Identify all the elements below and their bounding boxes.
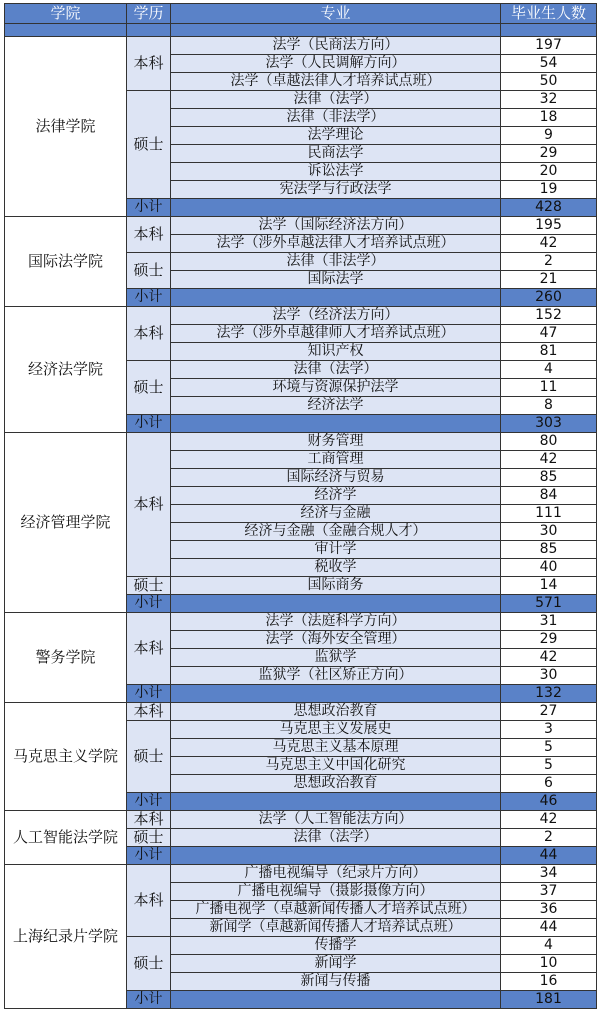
header-spacer-cell — [127, 24, 171, 37]
graduate-count: 21 — [501, 271, 597, 289]
major-name: 法学（国际经济法方向） — [171, 217, 501, 235]
major-name: 宪法学与行政法学 — [171, 181, 501, 199]
subtotal-empty-cell — [171, 595, 501, 613]
graduates-table — [4, 3, 597, 1009]
graduate-count: 31 — [501, 613, 597, 631]
graduate-count: 42 — [501, 649, 597, 667]
graduate-count: 29 — [501, 631, 597, 649]
degree-level: 本科 — [127, 307, 171, 361]
graduate-count: 6 — [501, 775, 597, 793]
graduate-count: 14 — [501, 577, 597, 595]
major-name: 监狱学（社区矫正方向） — [171, 667, 501, 685]
header-spacer-cell — [5, 24, 127, 37]
subtotal-value: 428 — [501, 199, 597, 217]
header-spacer-cell — [501, 24, 597, 37]
major-name: 国际商务 — [171, 577, 501, 595]
graduate-count: 47 — [501, 325, 597, 343]
graduate-count: 19 — [501, 181, 597, 199]
graduate-count: 32 — [501, 91, 597, 109]
major-name: 环境与资源保护法学 — [171, 379, 501, 397]
graduate-count: 85 — [501, 469, 597, 487]
table-row — [5, 811, 597, 829]
college-name: 法律学院 — [5, 37, 127, 217]
degree-level: 本科 — [127, 37, 171, 91]
college-name: 人工智能法学院 — [5, 811, 127, 865]
major-name: 马克思主义中国化研究 — [171, 757, 501, 775]
subtotal-label: 小计 — [127, 847, 171, 865]
graduate-count: 3 — [501, 721, 597, 739]
major-name: 新闻与传播 — [171, 973, 501, 991]
graduate-count: 42 — [501, 811, 597, 829]
major-name: 法学（人工智能法方向） — [171, 811, 501, 829]
graduate-count: 2 — [501, 253, 597, 271]
degree-level: 本科 — [127, 613, 171, 685]
major-name: 法律（非法学） — [171, 109, 501, 127]
header-degree: 学历 — [127, 4, 171, 24]
subtotal-empty-cell — [171, 847, 501, 865]
graduate-count: 8 — [501, 397, 597, 415]
header-spacer-cell — [171, 24, 501, 37]
graduate-count: 54 — [501, 55, 597, 73]
graduate-count: 9 — [501, 127, 597, 145]
graduate-count: 81 — [501, 343, 597, 361]
graduate-count: 11 — [501, 379, 597, 397]
graduate-count: 84 — [501, 487, 597, 505]
graduate-count: 10 — [501, 955, 597, 973]
major-name: 广播电视学（卓越新闻传播人才培养试点班） — [171, 901, 501, 919]
major-name: 新闻学（卓越新闻传播人才培养试点班） — [171, 919, 501, 937]
subtotal-label: 小计 — [127, 595, 171, 613]
subtotal-value: 44 — [501, 847, 597, 865]
subtotal-label: 小计 — [127, 685, 171, 703]
header-spacer-row — [5, 24, 597, 37]
header-major: 专业 — [171, 4, 501, 24]
subtotal-label: 小计 — [127, 991, 171, 1009]
graduate-count: 18 — [501, 109, 597, 127]
major-name: 法律（法学） — [171, 91, 501, 109]
major-name: 国际法学 — [171, 271, 501, 289]
header-row — [5, 4, 597, 24]
major-name: 法学（涉外卓越律师人才培养试点班） — [171, 325, 501, 343]
subtotal-empty-cell — [171, 289, 501, 307]
degree-level: 本科 — [127, 703, 171, 721]
degree-level: 硕士 — [127, 829, 171, 847]
major-name: 税收学 — [171, 559, 501, 577]
table-row — [5, 37, 597, 55]
subtotal-label: 小计 — [127, 793, 171, 811]
major-name: 法学理论 — [171, 127, 501, 145]
subtotal-value: 46 — [501, 793, 597, 811]
major-name: 经济学 — [171, 487, 501, 505]
major-name: 监狱学 — [171, 649, 501, 667]
major-name: 新闻学 — [171, 955, 501, 973]
subtotal-empty-cell — [171, 991, 501, 1009]
graduate-count: 16 — [501, 973, 597, 991]
graduate-count: 111 — [501, 505, 597, 523]
major-name: 马克思主义发展史 — [171, 721, 501, 739]
graduate-count: 4 — [501, 361, 597, 379]
graduate-count: 5 — [501, 757, 597, 775]
college-name: 国际法学院 — [5, 217, 127, 307]
major-name: 法学（经济法方向） — [171, 307, 501, 325]
major-name: 法学（海外安全管理） — [171, 631, 501, 649]
graduate-count: 30 — [501, 667, 597, 685]
graduate-count: 195 — [501, 217, 597, 235]
major-name: 法学（涉外卓越法律人才培养试点班） — [171, 235, 501, 253]
graduate-count: 27 — [501, 703, 597, 721]
table-row — [5, 307, 597, 325]
header-count: 毕业生人数 — [501, 4, 597, 24]
subtotal-label: 小计 — [127, 199, 171, 217]
major-name: 法学（卓越法律人才培养试点班） — [171, 73, 501, 91]
major-name: 法学（法庭科学方向） — [171, 613, 501, 631]
major-name: 财务管理 — [171, 433, 501, 451]
graduate-count: 42 — [501, 451, 597, 469]
major-name: 广播电视编导（纪录片方向） — [171, 865, 501, 883]
subtotal-empty-cell — [171, 793, 501, 811]
major-name: 法学（民商法方向） — [171, 37, 501, 55]
graduate-count: 29 — [501, 145, 597, 163]
degree-level: 硕士 — [127, 253, 171, 289]
major-name: 马克思主义基本原理 — [171, 739, 501, 757]
subtotal-empty-cell — [171, 199, 501, 217]
major-name: 思想政治教育 — [171, 703, 501, 721]
table-row — [5, 613, 597, 631]
graduate-count: 4 — [501, 937, 597, 955]
college-name: 马克思主义学院 — [5, 703, 127, 811]
graduate-count: 42 — [501, 235, 597, 253]
major-name: 传播学 — [171, 937, 501, 955]
graduate-count: 50 — [501, 73, 597, 91]
table-body — [5, 37, 597, 1009]
subtotal-empty-cell — [171, 685, 501, 703]
graduate-count: 152 — [501, 307, 597, 325]
graduate-count: 36 — [501, 901, 597, 919]
major-name: 民商法学 — [171, 145, 501, 163]
graduate-count: 2 — [501, 829, 597, 847]
degree-level: 硕士 — [127, 361, 171, 415]
table-row — [5, 217, 597, 235]
major-name: 经济与金融 — [171, 505, 501, 523]
major-name: 法律（法学） — [171, 829, 501, 847]
subtotal-label: 小计 — [127, 289, 171, 307]
subtotal-label: 小计 — [127, 415, 171, 433]
college-name: 上海纪录片学院 — [5, 865, 127, 1009]
major-name: 思想政治教育 — [171, 775, 501, 793]
degree-level: 硕士 — [127, 91, 171, 199]
major-name: 广播电视编导（摄影摄像方向） — [171, 883, 501, 901]
major-name: 国际经济与贸易 — [171, 469, 501, 487]
graduate-count: 80 — [501, 433, 597, 451]
degree-level: 本科 — [127, 865, 171, 937]
table-row — [5, 433, 597, 451]
graduate-count: 30 — [501, 523, 597, 541]
subtotal-value: 260 — [501, 289, 597, 307]
graduate-count: 40 — [501, 559, 597, 577]
graduate-count: 37 — [501, 883, 597, 901]
graduate-count: 5 — [501, 739, 597, 757]
graduate-count: 197 — [501, 37, 597, 55]
college-name: 经济管理学院 — [5, 433, 127, 613]
graduate-count: 20 — [501, 163, 597, 181]
major-name: 法律（法学） — [171, 361, 501, 379]
college-name: 警务学院 — [5, 613, 127, 703]
table-row — [5, 703, 597, 721]
subtotal-empty-cell — [171, 415, 501, 433]
graduate-count: 85 — [501, 541, 597, 559]
degree-level: 硕士 — [127, 937, 171, 991]
subtotal-value: 303 — [501, 415, 597, 433]
subtotal-value: 132 — [501, 685, 597, 703]
degree-level: 本科 — [127, 217, 171, 253]
major-name: 经济与金融（金融合规人才） — [171, 523, 501, 541]
major-name: 法学（人民调解方向） — [171, 55, 501, 73]
major-name: 审计学 — [171, 541, 501, 559]
major-name: 法律（非法学） — [171, 253, 501, 271]
major-name: 工商管理 — [171, 451, 501, 469]
subtotal-value: 181 — [501, 991, 597, 1009]
major-name: 经济法学 — [171, 397, 501, 415]
degree-level: 硕士 — [127, 721, 171, 793]
table-row — [5, 865, 597, 883]
graduate-count: 44 — [501, 919, 597, 937]
major-name: 诉讼法学 — [171, 163, 501, 181]
subtotal-value: 571 — [501, 595, 597, 613]
degree-level: 本科 — [127, 433, 171, 577]
graduate-count: 34 — [501, 865, 597, 883]
degree-level: 本科 — [127, 811, 171, 829]
header-college: 学院 — [5, 4, 127, 24]
major-name: 知识产权 — [171, 343, 501, 361]
degree-level: 硕士 — [127, 577, 171, 595]
college-name: 经济法学院 — [5, 307, 127, 433]
